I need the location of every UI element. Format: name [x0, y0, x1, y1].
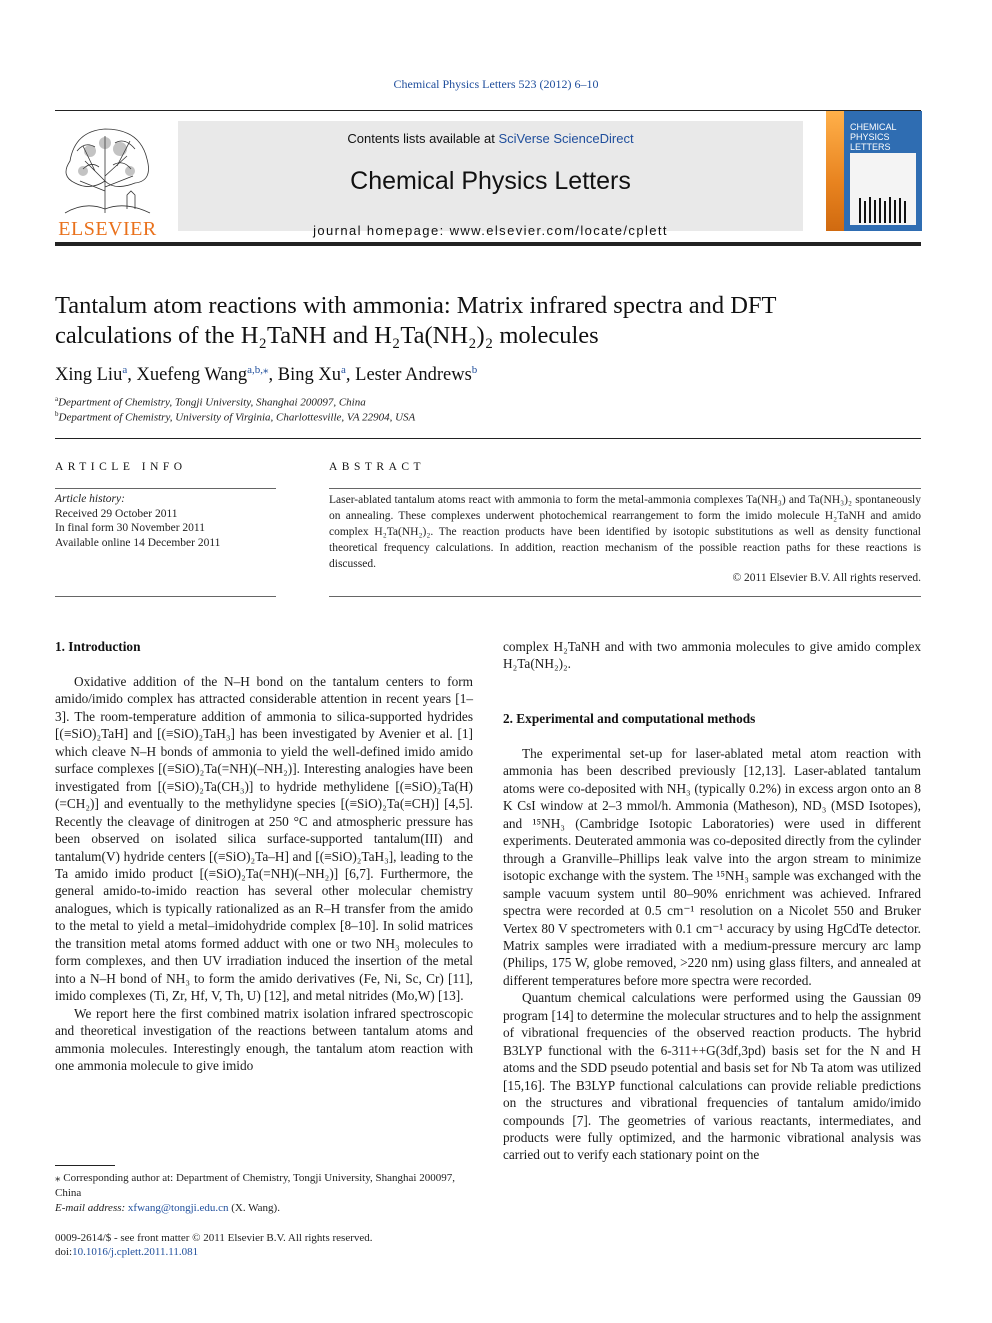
- article-info-rule: [55, 488, 276, 489]
- footnote-rule: [55, 1165, 115, 1166]
- author-affil-marker[interactable]: a,b,⁎: [247, 364, 269, 376]
- methods-heading: 2. Experimental and computational methods: [503, 711, 756, 726]
- email-note: [55, 1201, 473, 1216]
- contents-line: [178, 131, 803, 146]
- cover-graphic-icon: [850, 153, 916, 225]
- right-column-top: [503, 638, 921, 673]
- elsevier-logo: [55, 121, 160, 240]
- author-affil-marker[interactable]: a: [341, 364, 346, 376]
- received-date: Received 29 October 2011: [55, 507, 178, 520]
- methods-paragraph-1: The experimental set-up for laser-ablated metal atom reaction with ammonia has been described previously [12,13]. Laser-ablated tantalum atoms were co-deposited with NH₃ (typically 0.2%) in excess argon onto an 8 K CsI window at 2–3 mmol/h. Ammonia (Matheson), ND₃ (MSD Isotopes), and ¹⁵NH₃ (Cambridge Isotopic Laboratories) were used in different experiments. Deuterated ammonia was co-deposited directly from the cylinder through a Granville–Phillips leak valve into the argon stream to minimize isotopic exchange with the system. The ¹⁵NH₃ sample was exchanged with the sample vacuum system until 80–90% enrichment was achieved. Infrared spectra were recorded at 0.5 cm⁻¹ resolution on a Nicolet 550 and Bruker Vertex 80 V spectrometers with 0.1 cm⁻¹ accuracy by using HgCdTe detector. Matrix samples were irradiated with a medium-pressure mercury arc lamp (Philips, 175 W, globe removed, >220 nm) using glass filters, and annealed at different temperatures before more spectra were recorded.: [503, 746, 921, 988]
- doi-label: doi:: [55, 1246, 73, 1258]
- abstract-bottom-rule: [329, 596, 921, 597]
- article-title: Tantalum atom reactions with ammonia: Matrix infrared spectra and DFT calculations of the H₂TaNH and H₂Ta(NH₂)₂ molecules: [55, 292, 777, 349]
- methods-paragraph-2: Quantum chemical calculations were performed using the Gaussian 09 program [14] to determine the molecular structures and to help the assignment of vibrational frequencies of the observed reaction products. The hybrid B3LYP functional with the 6-311++G(3df,3pd) basis set for the N and H atoms and the SDD pseudo potential and basis set for Nb Ta atom was utilized [15,16]. The B3LYP functional calculations can provide reliable predictions on the structures and vibrational frequencies of tantalum amido/imido compounds [7]. The geometries of various reactants, intermediates, and products were fully optimized, and the harmonic vibrational analysis was carried out to verify each stationary point on the: [503, 990, 921, 1163]
- article-info-heading: ARTICLE INFO: [55, 461, 187, 473]
- history-label: Article history:: [55, 493, 125, 505]
- right-column: [503, 745, 921, 1164]
- cover-strip: [826, 111, 844, 231]
- author-name[interactable]: Lester Andrews: [355, 365, 472, 386]
- affiliation-b: $^b$Department of Chemistry, University of Virginia, Charlottesville, VA 22904, USA: [55, 410, 416, 424]
- elsevier-tree-icon: [55, 121, 160, 216]
- contents-prefix: Contents lists available at: [347, 131, 499, 146]
- abstract-rule: [329, 488, 921, 489]
- author-name[interactable]: Xing Liu: [55, 365, 123, 386]
- abstract-text: Laser-ablated tantalum atoms react with ammonia to form the metal-ammonia complexes Ta(NH₃) and Ta(NH₃)₂ spontaneously on annealing. These complexes underwent photochemical rearrangement to form the imido molecule H₂TaNH and amido complex H₂Ta(NH₂)₂. The reaction products have been identified by isotopic substitutions as well as density functional theoretical frequency calculations. In addition, reaction mechanism of the possible reaction paths for these reactions is discussed.: [329, 494, 921, 570]
- intro-continuation: complex H₂TaNH and with two ammonia molecules to give amido complex H₂Ta(NH₂)₂.: [503, 639, 921, 672]
- author-name[interactable]: Xuefeng Wang: [136, 365, 248, 386]
- email-label: E-mail address:: [55, 1202, 128, 1214]
- author-affil-marker[interactable]: a: [122, 364, 128, 376]
- corresponding-author-note: ⁎ Corresponding author at: Department of Chemistry, Tongji University, Shanghai 200097, China: [55, 1172, 455, 1199]
- email-suffix: (X. Wang).: [228, 1202, 280, 1214]
- intro-paragraph-1: Oxidative addition of the N–H bond on the tantalum centers to form amido/imido complex has attracted considerable attention in recent years [1–3]. The room-temperature addition of ammonia to silica-supported hydrides [(≡SiO)₂TaH] and [(≡SiO)₂TaH₃] has been investigated by Avenier et al. [1] which cleave N–H bonds of ammonia to yield the well-defined imido amido surface complexes [(≡SiO)₂Ta(=NH)(–NH₂)]. Interesting analogies have been investigated from [(≡SiO)₂Ta(CH₃)] to hydride methylidene [(≡SiO)₂Ta(H)(=CH₂)] and eventually to the methylidyne species [(≡SiO)₂Ta(≡CH)] [4,5]. Recently the cleavage of dinitrogen at 250 °C and atmospheric pressure has been observed on isolated silica surface-supported tantalum(III) and tantalum(V) hydride centers [(≡SiO)₂Ta–H] and [(≡SiO)₂TaH₃], leading to the Ta amido imido product [(≡SiO)₂Ta(=NH)(–NH₂)] [6,7]. Furthermore, the general amido-to-imido reaction has several other molecular chemistry analogues, which is typically rationalized as an R–H transfer from the amido to the metal to yield a metal–imidohydride complex [8–10]. In solid matrices the transition metal atoms formed adduct with one or two NH₃ molecules to form complexes, and then UV irradiation induced the insertion of the metal into a N–H bond of NH₃ to form the amido derivatives (Fe, Ni, Sc, Cr) [11], imido complexes (Ti, Zr, Hf, V, Th, U) [12], and metal nitrides (Mo,W) [13].: [55, 674, 473, 1004]
- article-info-bottom-rule: [55, 596, 276, 597]
- intro-heading: 1. Introduction: [55, 639, 141, 654]
- abstract-copyright: © 2011 Elsevier B.V. All rights reserved.: [732, 572, 921, 584]
- left-column: [55, 673, 473, 1074]
- publisher-wordmark: ELSEVIER: [58, 218, 157, 240]
- sciencedirect-link[interactable]: SciVerse ScienceDirect: [498, 131, 634, 146]
- journal-banner: [178, 121, 803, 238]
- journal-header: [55, 111, 921, 240]
- author-name[interactable]: Bing Xu: [277, 365, 342, 386]
- journal-cover: [826, 111, 922, 231]
- author-affil-marker[interactable]: b: [471, 364, 478, 376]
- header-rule: [55, 242, 921, 246]
- journal-reference[interactable]: Chemical Physics Letters 523 (2012) 6–10: [393, 77, 599, 91]
- email-link[interactable]: xfwang@tongji.edu.cn: [127, 1202, 229, 1214]
- issn-line: 0009-2614/$ - see front matter © 2011 Elsevier B.V. All rights reserved.: [55, 1232, 373, 1244]
- author-list: Xing Liu$^a$, Xuefeng Wang$^{a,b,⁎}$, Bing Xu$^a$, Lester Andrews$^b$: [55, 364, 478, 386]
- abstract-heading: ABSTRACT: [329, 461, 426, 473]
- journal-homepage[interactable]: journal homepage: www.elsevier.com/locate/cplett: [313, 223, 668, 238]
- affiliation-a: $^a$Department of Chemistry, Tongji University, Shanghai 200097, China: [55, 395, 366, 409]
- doi-link[interactable]: 10.1016/j.cplett.2011.11.081: [72, 1246, 199, 1258]
- doi-line: [55, 1245, 198, 1259]
- article-history: [55, 492, 275, 550]
- affiliation-rule: [55, 438, 921, 439]
- cover-title: CHEMICAL PHYSICS LETTERS: [850, 122, 897, 152]
- online-date: Available online 14 December 2011: [55, 536, 221, 549]
- final-form-date: In final form 30 November 2011: [55, 522, 205, 534]
- journal-title: Chemical Physics Letters: [350, 167, 631, 195]
- intro-paragraph-2: We report here the first combined matrix isolation infrared spectroscopic and theoretical investigation of the reactions between tantalum atoms and ammonia molecules. Interestingly enough, the tantalum atom reaction with one ammonia molecule to give imido: [55, 1005, 473, 1073]
